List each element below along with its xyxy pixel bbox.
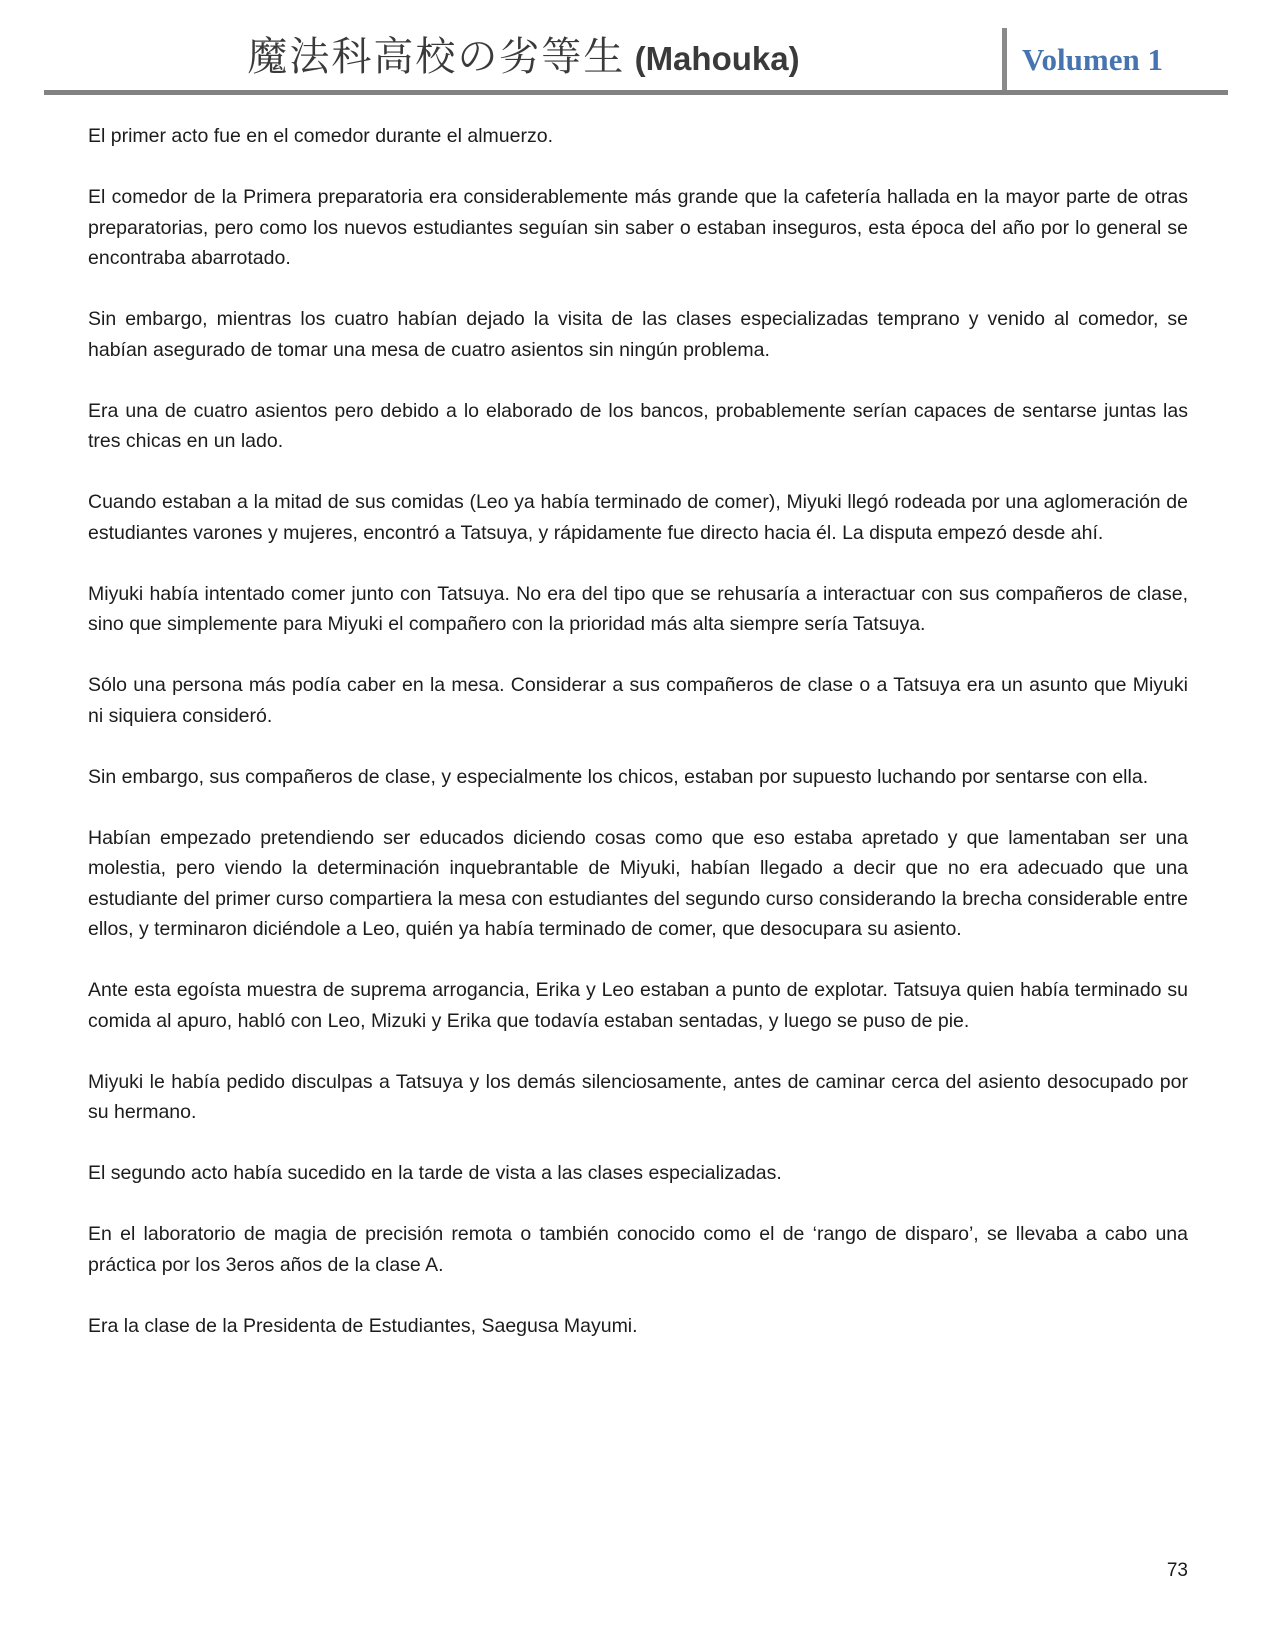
paragraph: Ante esta egoísta muestra de suprema arrogancia, Erika y Leo estaban a punto de explotar. Tatsuya quien había terminado su comida al apuro, habló con Leo, Mizuki y Erika que todavía estaban sentadas, y luego se puso de pie. [88, 979, 1188, 1032]
header-vertical-divider [1002, 28, 1007, 90]
page-header [0, 0, 1275, 90]
paragraph: Miyuki había intentado comer junto con Tatsuya. No era del tipo que se rehusaría a interactuar con sus compañeros de clase, sino que simplemente para Miyuki el compañero con la prioridad más alta siempre sería Tatsuya. [88, 582, 1188, 635]
header-horizontal-rule [44, 90, 1228, 95]
paragraph: Era la clase de la Presidenta de Estudiantes, Saegusa Mayumi. [88, 1314, 638, 1337]
paragraph: El comedor de la Primera preparatoria era considerablemente más grande que la cafetería hallada en la mayor parte de otras preparatorias, pero como los nuevos estudiantes seguían sin saber o estaban inseguros, esta época del año por lo general se encontraba abarrotado. [88, 186, 1188, 269]
paragraph: Miyuki le había pedido disculpas a Tatsuya y los demás silenciosamente, antes de caminar cerca del asiento desocupado por su hermano. [88, 1070, 1188, 1123]
paragraph: En el laboratorio de magia de precisión remota o también conocido como el de ‘rango de disparo’, se llevaba a cabo una práctica por los 3eros años de la clase A. [88, 1223, 1188, 1276]
paragraph: Habían empezado pretendiendo ser educados diciendo cosas como que eso estaba apretado y que lamentaban ser una molestia, pero viendo la determinación inquebrantable de Miyuki, habían llegado a decir que no era adecuado que una estudiante del primer curso compartiera la mesa con estudiantes del segundo curso considerando la brecha considerable entre ellos, y terminaron diciéndole a Leo, quién ya había terminado de comer, que desocupara su asiento. [88, 826, 1188, 940]
volume-label: Volumen 1 [1022, 42, 1163, 77]
paragraph: Sólo una persona más podía caber en la mesa. Considerar a sus compañeros de clase o a Tatsuya era un asunto que Miyuki ni siquiera consideró. [88, 674, 1188, 727]
body-text [88, 121, 1188, 1341]
paragraph: El segundo acto había sucedido en la tarde de vista a las clases especializadas. [88, 1162, 782, 1184]
paragraph: Sin embargo, mientras los cuatro habían dejado la visita de las clases especializadas temprano y venido al comedor, se habían asegurado de tomar una mesa de cuatro asientos sin ningún problema. [88, 308, 1188, 361]
paragraph: Sin embargo, sus compañeros de clase, y especialmente los chicos, estaban por supuesto luchando por sentarse con ella. [88, 765, 1149, 788]
title-japanese: 魔法科高校の劣等生 [247, 34, 626, 79]
title-romaji: (Mahouka) [625, 40, 800, 77]
paragraph: Cuando estaban a la mitad de sus comidas (Leo ya había terminado de comer), Miyuki llegó rodeada por una aglomeración de estudiantes varones y mujeres, encontró a Tatsuya, y rápidamente fue directo hacia él. La disputa empezó desde ahí. [88, 491, 1188, 544]
paragraph: El primer acto fue en el comedor durante el almuerzo. [88, 125, 553, 147]
paragraph: Era una de cuatro asientos pero debido a lo elaborado de los bancos, probablemente serían capaces de sentarse juntas las tres chicas en un lado. [88, 399, 1188, 452]
document-title [44, 25, 1003, 82]
page-number: 73 [1166, 1560, 1188, 1581]
